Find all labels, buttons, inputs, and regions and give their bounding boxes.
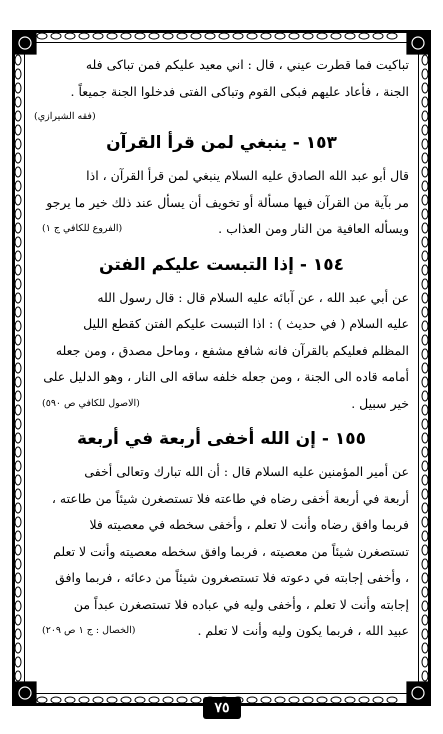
chain-link (387, 697, 397, 703)
chain-link (79, 33, 89, 39)
chain-link (422, 237, 428, 247)
chain-link (422, 349, 428, 359)
chain-link (15, 475, 21, 485)
chain-link (422, 517, 428, 527)
chain-link (261, 697, 271, 703)
section-153-line-3 (34, 216, 409, 243)
chain-link (93, 33, 103, 39)
chain-link (15, 237, 21, 247)
chain-link (289, 33, 299, 39)
chain-link (422, 153, 428, 163)
chain-link (107, 697, 117, 703)
chain-link (15, 629, 21, 639)
chain-link (422, 475, 428, 485)
chain-link (51, 697, 61, 703)
chain-link (422, 307, 428, 317)
chain-link (422, 489, 428, 499)
chain-link (15, 307, 21, 317)
chain-link (135, 33, 145, 39)
chain-link (275, 33, 285, 39)
chain-link (15, 671, 21, 681)
chain-link (15, 111, 21, 121)
chain-link (303, 33, 313, 39)
chain-link (15, 335, 21, 345)
chain-link (107, 33, 117, 39)
chain-link (15, 279, 21, 289)
section-154-line-2: عليه السلام ( في حديث ) : اذا التبست عليكم الفتن كقطع الليل (83, 316, 409, 331)
chain-link (233, 33, 243, 39)
chain-link (93, 697, 103, 703)
chain-link (247, 33, 257, 39)
page-content (34, 52, 409, 686)
chain-link (15, 489, 21, 499)
chain-link (177, 697, 187, 703)
corner-ornament-bottom-left (14, 682, 36, 704)
chain-link (37, 697, 47, 703)
chain-link (261, 33, 271, 39)
chain-link (373, 33, 383, 39)
chain-link (15, 223, 21, 233)
section-155-line-5: ، وأخفى إجابته في دعوته فلا تستصغرون شيئاً من دعائه ، فربما وافق (55, 570, 409, 585)
chain-link (15, 321, 21, 331)
chain-link (422, 447, 428, 457)
chain-link (15, 293, 21, 303)
chain-link (15, 601, 21, 611)
chain-link (79, 697, 89, 703)
chain-link (191, 33, 201, 39)
chain-link (422, 643, 428, 653)
chain-link (15, 69, 21, 79)
chain-link (15, 517, 21, 527)
section-155-line-2: أربعة في أربعة أخفى رضاه في طاعته فلا تستصغرن شيئاً من طاعته ، (51, 490, 409, 506)
chain-link (373, 697, 383, 703)
chain-link (422, 615, 428, 625)
chain-link (15, 419, 21, 429)
chain-link (422, 503, 428, 513)
chain-link (149, 33, 159, 39)
section-heading-154: ١٥٤ - إذا التبست عليكم الفتن (99, 254, 344, 275)
section-154-line-1: عن أبي عبد الله ، عن آبائه عليه السلام قال : قال رسول الله (97, 289, 409, 305)
chain-link (15, 461, 21, 471)
chain-link (37, 33, 47, 39)
chain-link (15, 153, 21, 163)
chain-link (15, 125, 21, 135)
chain-link (359, 33, 369, 39)
chain-link (149, 697, 159, 703)
chain-link (121, 33, 131, 39)
section-154-source: (الاصول للكافي ص ٥٩٠) (42, 397, 140, 409)
chain-link (15, 83, 21, 93)
section-153-source: (الفروع للكافي ج ١) (42, 223, 123, 234)
chain-link (289, 697, 299, 703)
chain-link (15, 447, 21, 457)
section-155-line-6: إجابته وأنت لا تعلم ، وأخفى وليه في عباده فلا تستصغرن عبداً من (73, 596, 409, 612)
chain-link (15, 531, 21, 541)
chain-link (422, 69, 428, 79)
chain-link (422, 671, 428, 681)
chain-link (422, 461, 428, 471)
intro-source: (فقه الشيرازي) (34, 111, 96, 122)
section-155-line-3: فربما وافق رضاه وأنت لا تعلم ، وأخفى سخطه في معصيته فلا (89, 517, 409, 532)
chain-link (65, 697, 75, 703)
chain-link (15, 55, 21, 65)
page-number: ٧٥ (203, 697, 241, 719)
chain-link (422, 545, 428, 555)
chain-link (15, 195, 21, 205)
section-153-line-2: مر بآية من القرآن فيها مسألة أو تخويف أن يسأل عند ذلك خير ما يرجو (46, 194, 409, 210)
chain-link (135, 697, 145, 703)
chain-link (422, 111, 428, 121)
chain-link (422, 293, 428, 303)
chain-link (15, 209, 21, 219)
chain-link (422, 335, 428, 345)
chain-link (317, 33, 327, 39)
chain-link (15, 363, 21, 373)
section-155-line-1: عن أمير المؤمنين عليه السلام قال : أن الله تبارك وتعالى أخفى (84, 464, 409, 479)
chain-link (205, 33, 215, 39)
chain-link (15, 349, 21, 359)
intro-line-2: الجنة ، فأعاد عليهم فبكى القوم وتباكى الفتى فدخلوا الجنة جميعاً . (70, 83, 409, 99)
chain-link (15, 615, 21, 625)
chain-link (422, 279, 428, 289)
section-155-line-7-text: عبيد الله ، فربما يكون وليه وأنت لا تعلم . (197, 623, 409, 638)
chain-link (422, 363, 428, 373)
chain-link (422, 629, 428, 639)
chain-link (51, 33, 61, 39)
chain-link (15, 405, 21, 415)
chain-link (422, 559, 428, 569)
chain-link (191, 697, 201, 703)
chain-link (422, 377, 428, 387)
chain-link (422, 265, 428, 275)
chain-link (177, 33, 187, 39)
chain-link (247, 697, 257, 703)
chain-link (422, 223, 428, 233)
chain-link (422, 391, 428, 401)
chain-link (163, 33, 173, 39)
chain-link (331, 697, 341, 703)
corner-ornament-top-left (14, 32, 36, 54)
chain-link (15, 559, 21, 569)
chain-link (345, 33, 355, 39)
section-154-line-4: أمامه قاده الى الجنة ، ومن جعله خلفه ساقه الى النار ، وهو الدليل على (43, 369, 409, 384)
chain-link (303, 697, 313, 703)
chain-link (422, 55, 428, 65)
section-154-line-5-text: خير سبيل . (351, 395, 409, 411)
chain-link (15, 503, 21, 513)
section-heading-155: ١٥٥ - إن الله أخفى أربعة في أربعة (76, 429, 367, 449)
chain-link (422, 181, 428, 191)
chain-link (15, 139, 21, 149)
chain-link (422, 139, 428, 149)
chain-link (331, 33, 341, 39)
chain-link (422, 167, 428, 177)
chain-link (422, 97, 428, 107)
chain-link (15, 643, 21, 653)
section-153-line-1: قال أبو عبد الله الصادق عليه السلام ينبغي لمن قرأ القرآن ، اذا (86, 168, 409, 183)
section-154-line-3: المظلم فعليكم بالقرآن فانه شافع مشفع ، وماحل مصدق ، ومن جعله (55, 342, 409, 358)
chain-link (422, 419, 428, 429)
chain-link (15, 265, 21, 275)
chain-link (422, 125, 428, 135)
chain-link (219, 33, 229, 39)
chain-link (422, 321, 428, 331)
chain-link (15, 573, 21, 583)
corner-ornament-top-right (407, 32, 429, 54)
chain-link (15, 251, 21, 261)
section-155-line-4: تستصغرن شيئاً من معصيته ، فربما وافق سخطه معصيته وأنت لا تعلم (53, 543, 409, 559)
chain-link (163, 697, 173, 703)
chain-link (422, 657, 428, 667)
chain-link (15, 545, 21, 555)
chain-link (359, 697, 369, 703)
chain-link (422, 531, 428, 541)
chain-link (15, 587, 21, 597)
chain-link (422, 405, 428, 415)
section-155-line-7 (34, 618, 409, 645)
chain-link (422, 209, 428, 219)
section-154-line-5 (34, 391, 409, 418)
chain-link (345, 697, 355, 703)
chain-link (422, 601, 428, 611)
section-153-line-3-text: ويسأله العافية من النار ومن العذاب . (218, 221, 409, 236)
chain-link (422, 587, 428, 597)
chain-link (387, 33, 397, 39)
corner-ornament-bottom-right (407, 682, 429, 704)
chain-link (15, 391, 21, 401)
chain-link (275, 697, 285, 703)
chain-link (15, 167, 21, 177)
chain-link (15, 433, 21, 443)
chain-link (15, 377, 21, 387)
chain-link (422, 195, 428, 205)
section-heading-153: ١٥٣ - ينبغي لمن قرأ القرآن (106, 133, 337, 153)
chain-link (422, 573, 428, 583)
chain-link (317, 697, 327, 703)
chain-link (422, 251, 428, 261)
chain-link (422, 433, 428, 443)
section-155-source: (الخصال : ج ١ ص ٢٠٩) (42, 625, 136, 636)
chain-link (15, 657, 21, 667)
chain-link (15, 97, 21, 107)
chain-link (65, 33, 75, 39)
intro-line-1: تباكيت فما قطرت عيني ، قال : اني معيد عليكم فمن تباكى فله (85, 57, 409, 72)
chain-link (121, 697, 131, 703)
chain-link (15, 181, 21, 191)
chain-link (422, 83, 428, 93)
